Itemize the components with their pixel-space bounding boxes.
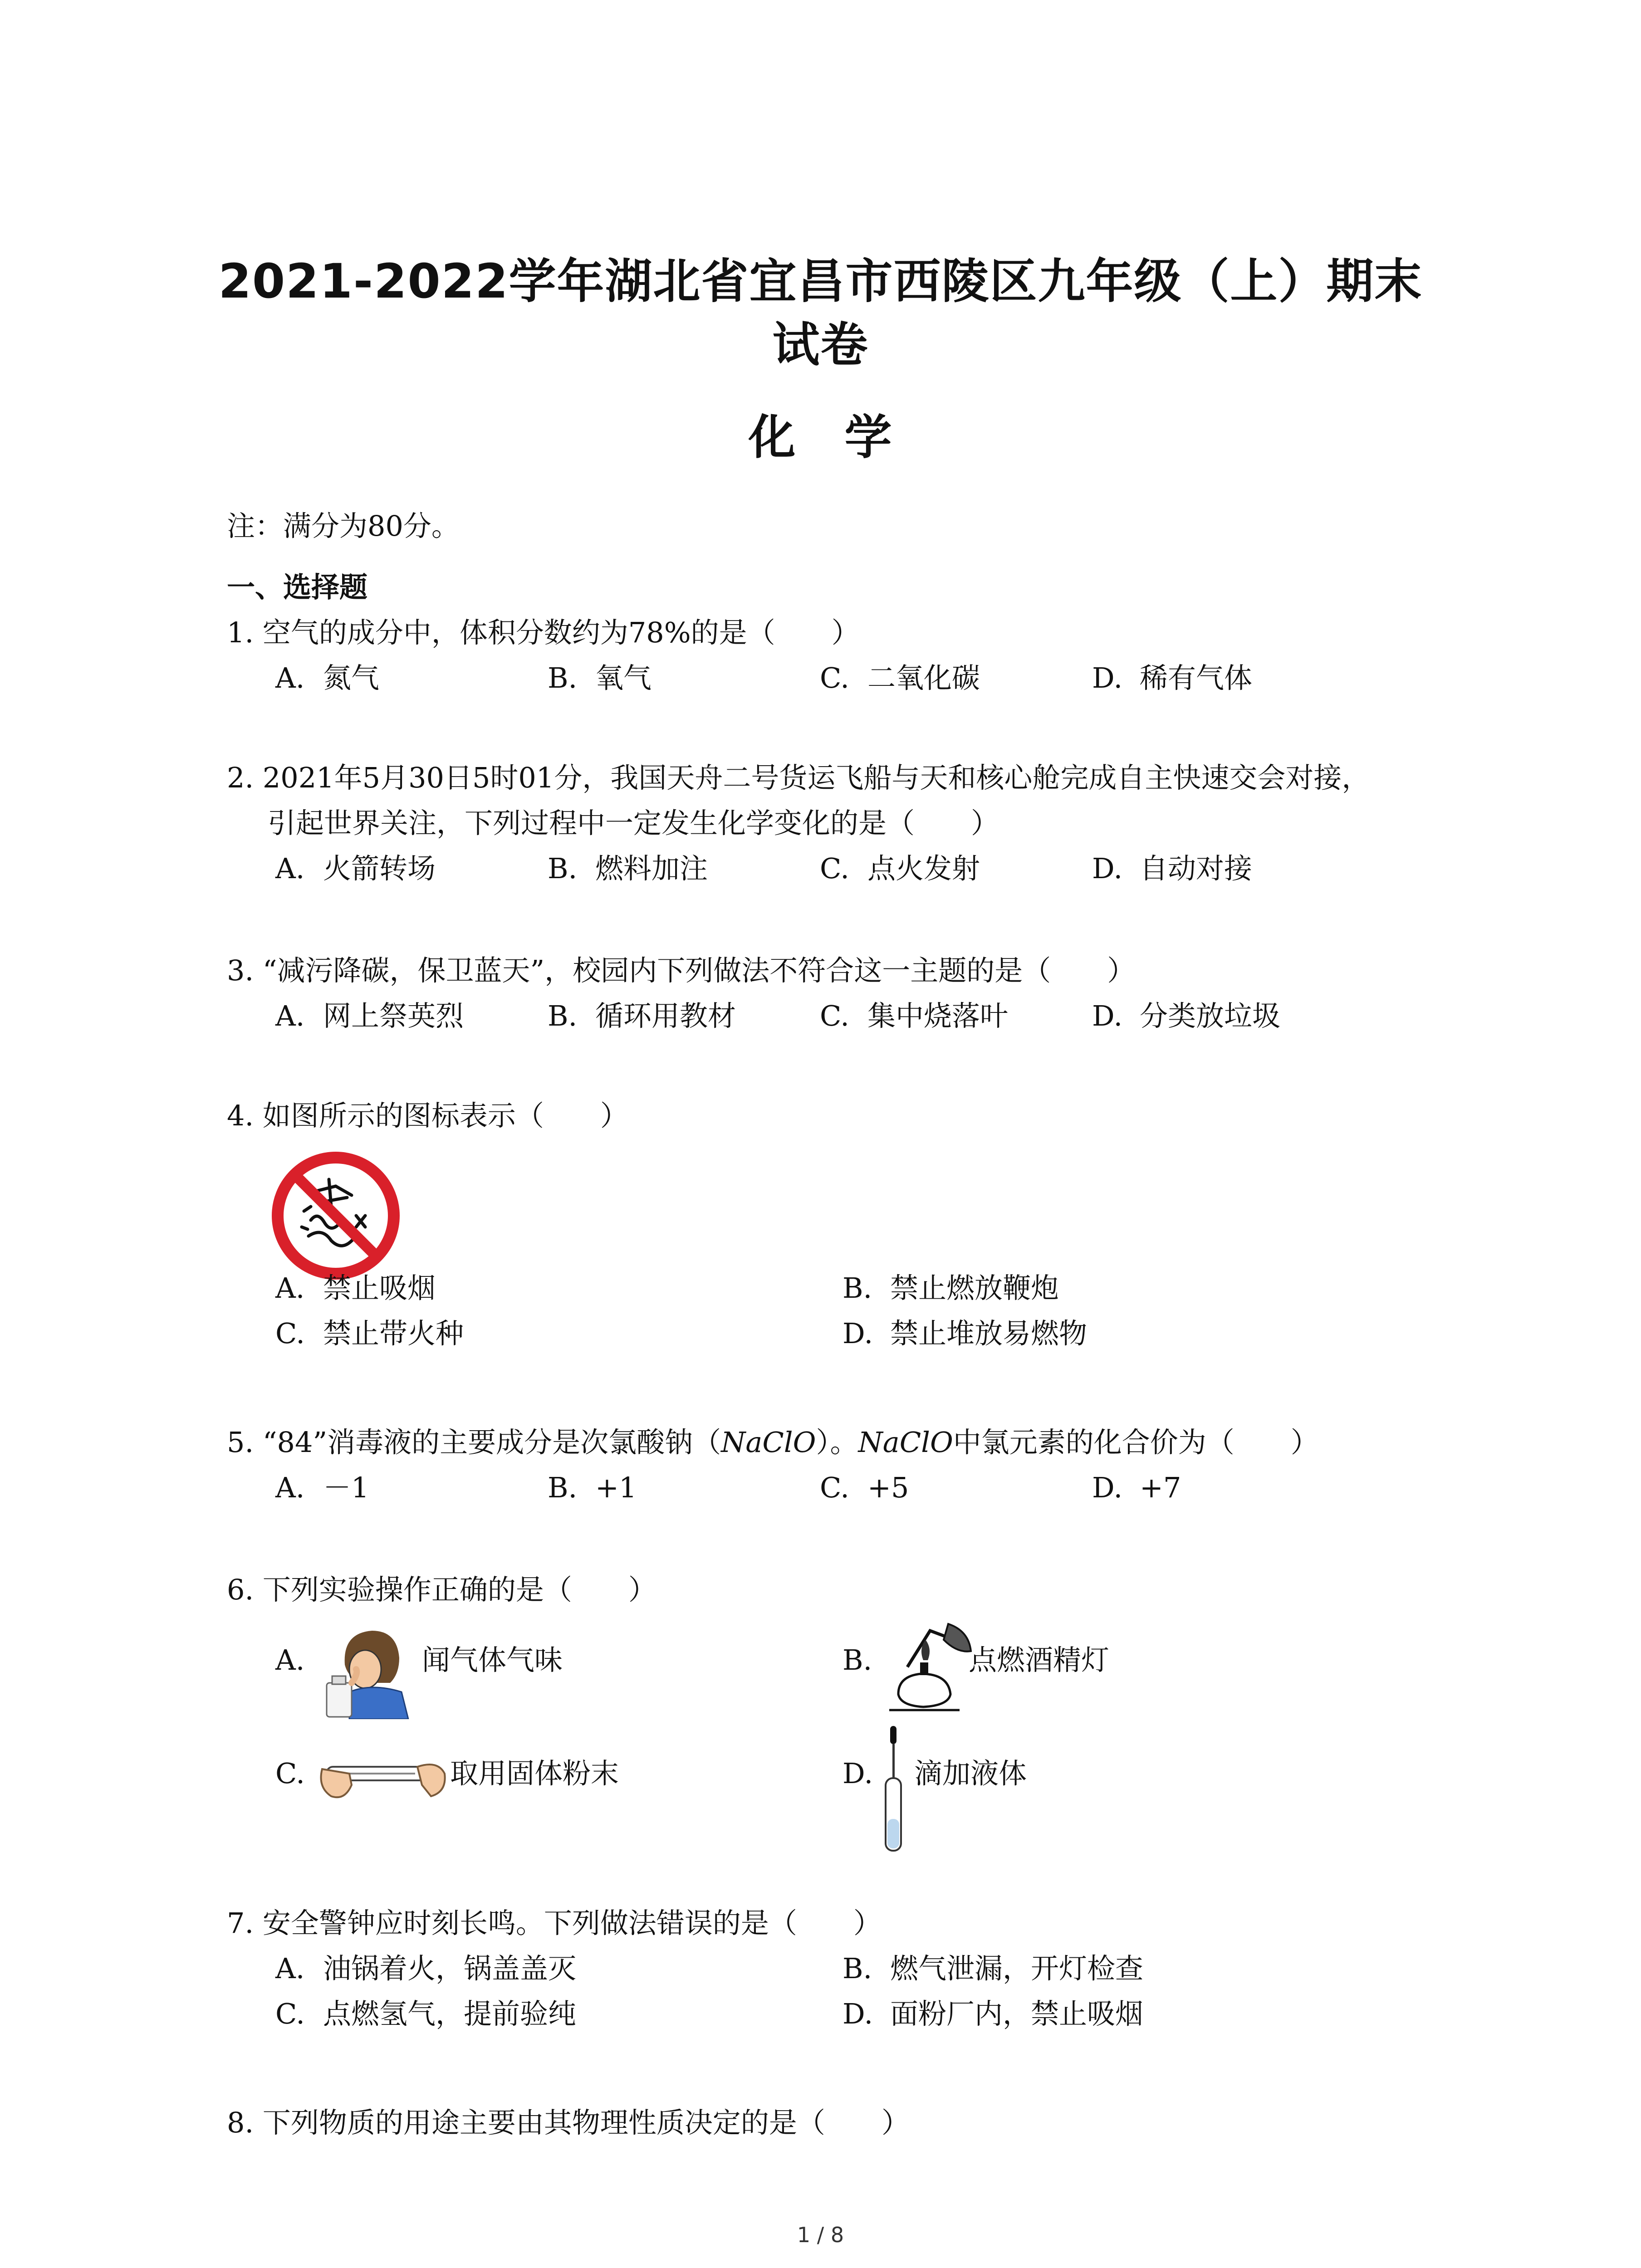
question-4	[227, 1093, 628, 1139]
section-heading: 一、选择题	[227, 571, 368, 604]
option-b[interactable]: B.	[843, 1643, 872, 1677]
question-2	[227, 755, 1370, 891]
question-6	[227, 1567, 656, 1613]
option-d[interactable]: D. 分类放垃圾	[1092, 999, 1281, 1032]
question-stem: 4. 如图所示的图标表示（ ）	[227, 1099, 628, 1132]
option-c[interactable]: C. 集中烧落叶	[820, 999, 1009, 1032]
score-note: 注：满分为80分。	[227, 509, 460, 543]
option-c[interactable]: C. 点燃氢气，提前验纯	[275, 1997, 577, 2030]
option-a[interactable]: A. 火箭转场	[275, 852, 436, 885]
formula-naclo: NaClO	[858, 1426, 953, 1459]
option-b[interactable]: B. 循环用教材	[548, 999, 736, 1032]
option-c[interactable]: C. 二氧化碳	[820, 661, 980, 694]
option-c-label: 取用固体粉末	[450, 1757, 619, 1790]
option-b[interactable]: B. +1	[548, 1471, 637, 1504]
taking-solid-powder-icon	[318, 1742, 449, 1810]
options-row	[227, 993, 1281, 1039]
option-c[interactable]: C.	[275, 1757, 305, 1790]
options-row	[227, 1991, 1144, 2037]
option-d[interactable]: D. 禁止堆放易燃物	[843, 1317, 1087, 1350]
options-row	[227, 1946, 1144, 1991]
option-a-label: 闻气体气味	[422, 1643, 563, 1677]
page-number: 1 / 8	[797, 2223, 844, 2247]
options-row	[227, 1465, 1319, 1510]
question-7	[227, 1901, 1144, 2037]
question-5	[227, 1420, 1319, 1510]
option-d[interactable]: D. 面粉厂内，禁止吸烟	[843, 1997, 1144, 2030]
option-a[interactable]: A. 氮气	[275, 661, 380, 694]
option-b[interactable]: B. 氧气	[548, 661, 652, 694]
option-d[interactable]: D. 自动对接	[1092, 852, 1253, 885]
smelling-gas-icon	[318, 1615, 417, 1719]
option-d[interactable]: D. +7	[1092, 1471, 1181, 1504]
option-b[interactable]: B. 燃气泄漏，开灯检查	[843, 1952, 1144, 1985]
option-b-label: 点燃酒精灯	[969, 1643, 1110, 1677]
title-line-1: 2021-2022学年湖北省宜昌市西陵区九年级（上）期末	[218, 254, 1423, 309]
adding-liquid-dropper-icon	[880, 1724, 912, 1855]
exam-title	[136, 249, 1505, 376]
question-1	[227, 610, 1253, 701]
option-d-label: 滴加液体	[914, 1757, 1027, 1790]
question-8	[227, 2100, 910, 2146]
question-stem: 5. “84”消毒液的主要成分是次氯酸钠（NaClO）。NaClO中氯元素的化合价为（ ）	[227, 1426, 1319, 1459]
subject-heading: 化 学	[748, 410, 893, 465]
option-c[interactable]: C. +5	[820, 1471, 909, 1504]
option-c[interactable]: C. 点火发射	[820, 852, 980, 885]
question-stem: 1. 空气的成分中，体积分数约为78%的是（ ）	[227, 616, 860, 649]
question-stem: 8. 下列物质的用途主要由其物理性质决定的是（ ）	[227, 2106, 910, 2139]
formula-naclo: NaClO	[721, 1426, 816, 1459]
option-a[interactable]: A. 禁止吸烟	[275, 1271, 436, 1305]
lighting-alcohol-lamp-icon	[880, 1613, 980, 1717]
question-stem: 7. 安全警钟应时刻长鸣。下列做法错误的是（ ）	[227, 1906, 882, 1940]
question-stem: 6. 下列实验操作正确的是（ ）	[227, 1573, 656, 1606]
option-b[interactable]: B. 禁止燃放鞭炮	[843, 1271, 1059, 1305]
option-a[interactable]: A. 网上祭英烈	[275, 999, 464, 1032]
options-row	[227, 655, 1253, 701]
question-stem: 2. 2021年5月30日5时01分，我国天舟二号货运飞船与天和核心舱完成自主快速交会对接，	[227, 761, 1370, 794]
question-3	[227, 948, 1281, 1039]
option-b[interactable]: B. 燃料加注	[548, 852, 708, 885]
option-d[interactable]: D.	[843, 1757, 873, 1790]
option-a[interactable]: A.	[275, 1643, 305, 1677]
option-a[interactable]: A. －1	[275, 1471, 369, 1504]
option-a[interactable]: A. 油锅着火，锅盖盖灭	[275, 1952, 577, 1985]
option-c[interactable]: C. 禁止带火种	[275, 1317, 464, 1350]
option-d[interactable]: D. 稀有气体	[1092, 661, 1253, 694]
question-stem-continued: 引起世界关注，下列过程中一定发生化学变化的是（ ）	[268, 807, 999, 840]
question-stem: 3. “减污降碳，保卫蓝天”，校园内下列做法不符合这一主题的是（ ）	[227, 954, 1136, 987]
title-line-2: 试卷	[772, 317, 869, 372]
options-row	[227, 846, 1370, 891]
prohibition-sign-icon	[268, 1148, 404, 1284]
